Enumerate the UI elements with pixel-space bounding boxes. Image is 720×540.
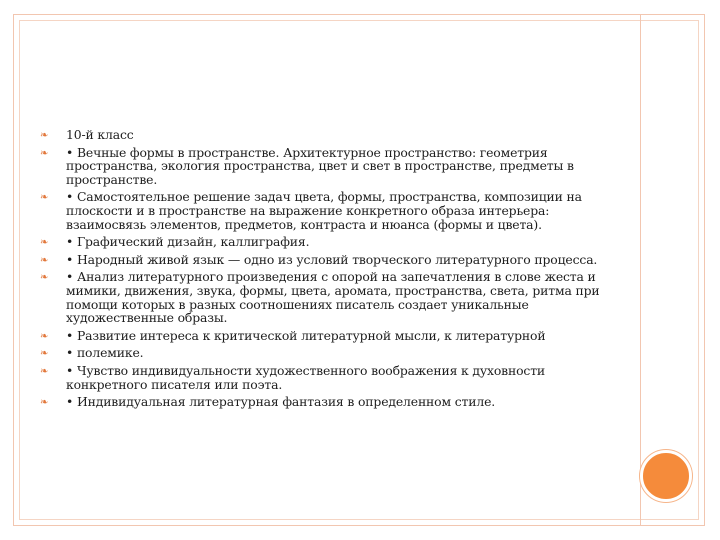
- fleuron-icon: ❧: [40, 272, 49, 284]
- list-item: [40, 395, 620, 409]
- list-item-text: • Самостоятельное решение задач цвета, формы, пространства, композиции на плоскости и в пространстве на выражение конкретного образа интерьера: взаимосвязь элементов, предметов, контраста и нюанса (формы и цвета).: [66, 189, 582, 232]
- list-item: [40, 128, 620, 142]
- fleuron-icon: ❧: [40, 192, 49, 204]
- fleuron-icon: ❧: [40, 254, 49, 266]
- list-item: [40, 190, 620, 231]
- fleuron-icon: ❧: [40, 397, 49, 409]
- list-item: [40, 270, 620, 324]
- list-item: [40, 364, 620, 391]
- list-item-text: • Народный живой язык — одно из условий творческого литературного процесса.: [66, 251, 598, 267]
- bullet-list: [40, 128, 620, 413]
- orange-circle-decoration: [640, 450, 692, 502]
- fleuron-icon: ❧: [40, 237, 49, 249]
- fleuron-icon: ❧: [40, 147, 49, 159]
- list-item-text: • Чувство индивидуальности художественного воображения к духовности конкретного писателя или поэта.: [66, 362, 546, 392]
- list-item-text: • Анализ литературного произведения с опорой на запечатления в слове жеста и мимики, движения, звука, формы, цвета, аромата, пространства, света, ритма при помощи которых в разных соотношениях писатель создает уникальные художественные образы.: [66, 269, 600, 326]
- list-item-text: • Графический дизайн, каллиграфия.: [66, 234, 310, 250]
- list-item: [40, 253, 620, 267]
- list-item: [40, 235, 620, 249]
- fleuron-icon: ❧: [40, 348, 49, 360]
- list-item-text: • Индивидуальная литературная фантазия в определенном стиле.: [66, 394, 496, 410]
- list-item-text: • Развитие интереса к критической литературной мысли, к литературной: [66, 327, 546, 343]
- fleuron-icon: ❧: [40, 365, 49, 377]
- list-item-text: 10-й класс: [66, 127, 134, 142]
- list-item: [40, 346, 620, 360]
- fleuron-icon: ❧: [40, 330, 49, 342]
- list-item: [40, 329, 620, 343]
- list-item-text: • Вечные формы в пространстве. Архитектурное пространство: геометрия пространства, экология пространства, цвет и свет в пространстве, предметы в пространстве.: [66, 144, 574, 187]
- list-item: [40, 146, 620, 187]
- fleuron-icon: ❧: [40, 130, 49, 141]
- list-item-text: • полемике.: [66, 345, 144, 361]
- vertical-divider: [640, 14, 641, 526]
